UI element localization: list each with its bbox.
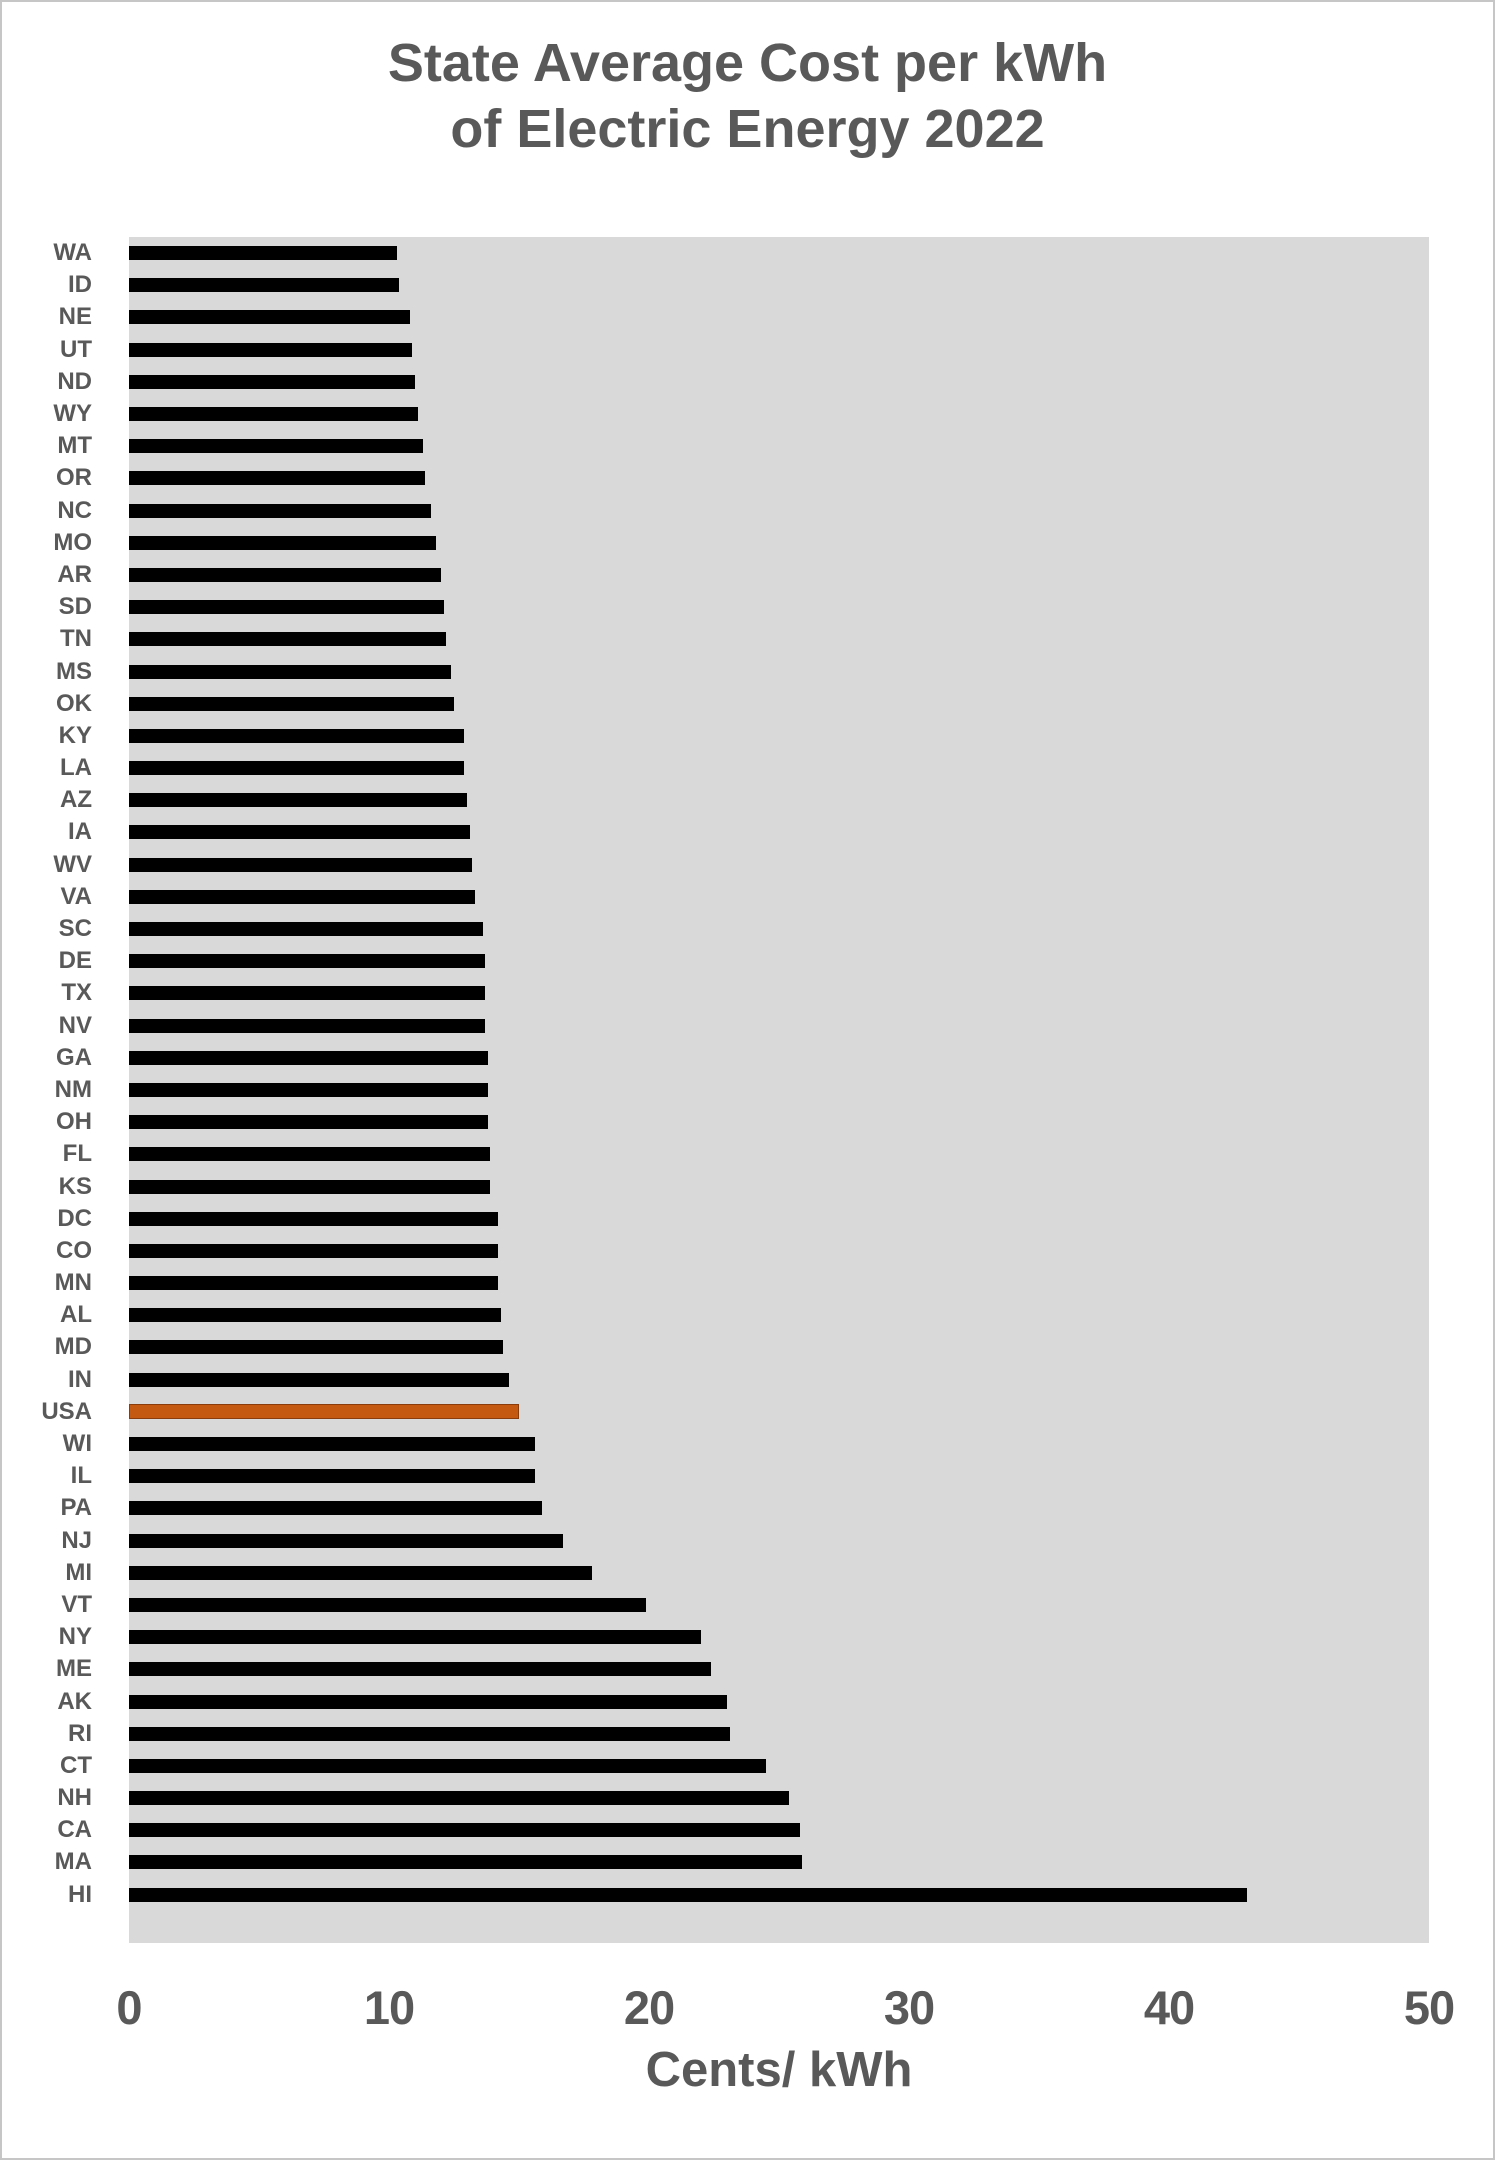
bar-UT [129, 343, 412, 357]
category-label-NH: NH [57, 1784, 92, 1812]
bar-row-HI [2, 1879, 1493, 1911]
chart-title [2, 30, 1493, 162]
category-label-CA: CA [57, 1816, 92, 1844]
bar-WV [129, 858, 472, 872]
bar-row-AK [2, 1685, 1493, 1717]
x-tick-10: 10 [363, 1981, 415, 2034]
category-label-VT: VT [61, 1590, 92, 1618]
category-label-UT: UT [60, 335, 92, 363]
category-label-SC: SC [58, 915, 92, 943]
x-tick-0: 0 [116, 1981, 142, 2034]
category-label-MA: MA [54, 1848, 92, 1876]
bar-NE [129, 310, 410, 324]
x-tick-30: 30 [883, 1981, 935, 2034]
x-axis-title: Cents/ kWh [645, 2043, 913, 2097]
category-label-IN: IN [68, 1365, 92, 1393]
bar-CA [129, 1823, 800, 1837]
bar-row-AR [2, 559, 1493, 591]
category-label-AL: AL [60, 1301, 92, 1329]
bar-row-USA [2, 1396, 1493, 1428]
category-label-MS: MS [56, 657, 92, 685]
bar-row-NJ [2, 1525, 1493, 1557]
bar-FL [129, 1147, 490, 1161]
bar-row-OR [2, 462, 1493, 494]
bar-row-SD [2, 591, 1493, 623]
bar-row-MI [2, 1557, 1493, 1589]
category-label-WI: WI [62, 1430, 92, 1458]
x-tick-20: 20 [623, 1981, 675, 2034]
bar-row-RI [2, 1718, 1493, 1750]
bar-row-WI [2, 1428, 1493, 1460]
category-label-WY: WY [53, 400, 92, 428]
category-label-NY: NY [58, 1623, 92, 1651]
bar-AZ [129, 793, 467, 807]
category-label-OH: OH [56, 1108, 92, 1136]
bar-row-MA [2, 1846, 1493, 1878]
category-label-ND: ND [57, 367, 92, 395]
bar-row-WV [2, 849, 1493, 881]
bar-MD [129, 1340, 503, 1354]
bar-MT [129, 439, 423, 453]
category-label-AZ: AZ [60, 786, 92, 814]
category-label-ME: ME [56, 1655, 92, 1683]
bar-OH [129, 1115, 488, 1129]
bar-MS [129, 665, 451, 679]
bar-row-WY [2, 398, 1493, 430]
bar-WA [129, 246, 397, 260]
bar-CT [129, 1759, 766, 1773]
bar-row-LA [2, 752, 1493, 784]
bar-row-AZ [2, 784, 1493, 816]
bar-row-ND [2, 366, 1493, 398]
bar-MI [129, 1566, 592, 1580]
bar-NJ [129, 1534, 563, 1548]
bar-USA [129, 1404, 519, 1419]
bar-row-MN [2, 1267, 1493, 1299]
bar-row-IN [2, 1364, 1493, 1396]
category-label-SD: SD [58, 593, 92, 621]
category-label-CO: CO [56, 1236, 92, 1264]
bar-row-FL [2, 1138, 1493, 1170]
bar-WI [129, 1437, 535, 1451]
bar-row-DC [2, 1203, 1493, 1235]
bar-PA [129, 1501, 542, 1515]
bar-row-AL [2, 1299, 1493, 1331]
bar-NM [129, 1083, 488, 1097]
bar-DC [129, 1212, 498, 1226]
bar-RI [129, 1727, 730, 1741]
bar-OK [129, 697, 454, 711]
bar-row-VA [2, 881, 1493, 913]
bar-CO [129, 1244, 498, 1258]
x-tick-40: 40 [1143, 1981, 1195, 2034]
bar-HI [129, 1888, 1247, 1902]
category-label-KY: KY [58, 721, 92, 749]
bar-row-OH [2, 1106, 1493, 1138]
bar-row-MD [2, 1331, 1493, 1363]
category-label-DE: DE [58, 947, 92, 975]
bar-IA [129, 825, 470, 839]
bar-row-WA [2, 237, 1493, 269]
bar-OR [129, 471, 425, 485]
bar-NY [129, 1630, 701, 1644]
category-label-ID: ID [68, 271, 92, 299]
bar-row-TN [2, 623, 1493, 655]
bar-NH [129, 1791, 789, 1805]
category-label-IA: IA [68, 818, 92, 846]
bar-AR [129, 568, 441, 582]
bar-VA [129, 890, 475, 904]
category-label-USA: USA [41, 1397, 92, 1425]
category-label-TN: TN [60, 625, 92, 653]
bar-row-NH [2, 1782, 1493, 1814]
bar-IL [129, 1469, 535, 1483]
category-label-OK: OK [56, 689, 92, 717]
category-label-KS: KS [58, 1172, 92, 1200]
bar-SC [129, 922, 483, 936]
bar-row-MT [2, 430, 1493, 462]
category-label-LA: LA [60, 754, 92, 782]
category-label-AK: AK [57, 1687, 92, 1715]
category-label-MN: MN [54, 1269, 92, 1297]
bar-ID [129, 278, 399, 292]
bar-MN [129, 1276, 498, 1290]
bar-row-NC [2, 495, 1493, 527]
bar-row-GA [2, 1042, 1493, 1074]
category-label-RI: RI [68, 1719, 92, 1747]
bar-DE [129, 954, 485, 968]
category-label-VA: VA [60, 882, 92, 910]
bar-row-OK [2, 688, 1493, 720]
category-label-AR: AR [57, 560, 92, 588]
category-label-DC: DC [57, 1204, 92, 1232]
bar-row-MS [2, 655, 1493, 687]
bar-TX [129, 986, 485, 1000]
bar-row-CO [2, 1235, 1493, 1267]
category-label-MO: MO [53, 528, 92, 556]
category-label-FL: FL [62, 1140, 92, 1168]
bar-row-SC [2, 913, 1493, 945]
category-label-IL: IL [70, 1462, 92, 1490]
bar-row-VT [2, 1589, 1493, 1621]
bar-IN [129, 1373, 509, 1387]
bar-row-NY [2, 1621, 1493, 1653]
bar-row-IL [2, 1460, 1493, 1492]
bar-row-KY [2, 720, 1493, 752]
bar-ME [129, 1662, 711, 1676]
x-tick-50: 50 [1403, 1981, 1455, 2034]
bar-WY [129, 407, 418, 421]
bar-GA [129, 1051, 488, 1065]
category-label-NJ: NJ [61, 1526, 92, 1554]
bar-AL [129, 1308, 501, 1322]
bar-row-NV [2, 1010, 1493, 1042]
bar-row-KS [2, 1170, 1493, 1202]
bar-row-ME [2, 1653, 1493, 1685]
category-label-MT: MT [57, 432, 92, 460]
bar-NV [129, 1019, 485, 1033]
category-label-CT: CT [60, 1751, 92, 1779]
bar-TN [129, 632, 446, 646]
chart-title-line2: of Electric Energy 2022 [450, 99, 1045, 159]
category-label-GA: GA [56, 1043, 92, 1071]
bar-MA [129, 1855, 802, 1869]
category-label-NE: NE [58, 303, 92, 331]
bar-row-DE [2, 945, 1493, 977]
category-label-NM: NM [54, 1075, 92, 1103]
bar-row-PA [2, 1492, 1493, 1524]
category-label-NV: NV [58, 1011, 92, 1039]
bar-row-NM [2, 1074, 1493, 1106]
bar-row-MO [2, 527, 1493, 559]
category-label-WA: WA [53, 239, 92, 267]
bar-row-CT [2, 1750, 1493, 1782]
category-label-PA: PA [60, 1494, 92, 1522]
category-label-MI: MI [65, 1558, 92, 1586]
bars-container [2, 237, 1493, 1911]
bar-row-UT [2, 334, 1493, 366]
bar-NC [129, 504, 431, 518]
bar-SD [129, 600, 444, 614]
bar-VT [129, 1598, 646, 1612]
bar-row-ID [2, 269, 1493, 301]
category-label-TX: TX [61, 979, 92, 1007]
bar-LA [129, 761, 464, 775]
bar-row-NE [2, 301, 1493, 333]
category-label-OR: OR [56, 464, 92, 492]
category-label-NC: NC [57, 496, 92, 524]
chart-title-line1: State Average Cost per kWh [387, 33, 1108, 93]
bar-KS [129, 1180, 490, 1194]
bar-AK [129, 1695, 727, 1709]
category-label-WV: WV [53, 850, 92, 878]
category-label-MD: MD [54, 1333, 92, 1361]
bar-row-TX [2, 977, 1493, 1009]
bar-KY [129, 729, 464, 743]
bar-row-IA [2, 816, 1493, 848]
bar-row-CA [2, 1814, 1493, 1846]
bar-ND [129, 375, 415, 389]
bar-MO [129, 536, 436, 550]
category-label-HI: HI [68, 1880, 92, 1908]
